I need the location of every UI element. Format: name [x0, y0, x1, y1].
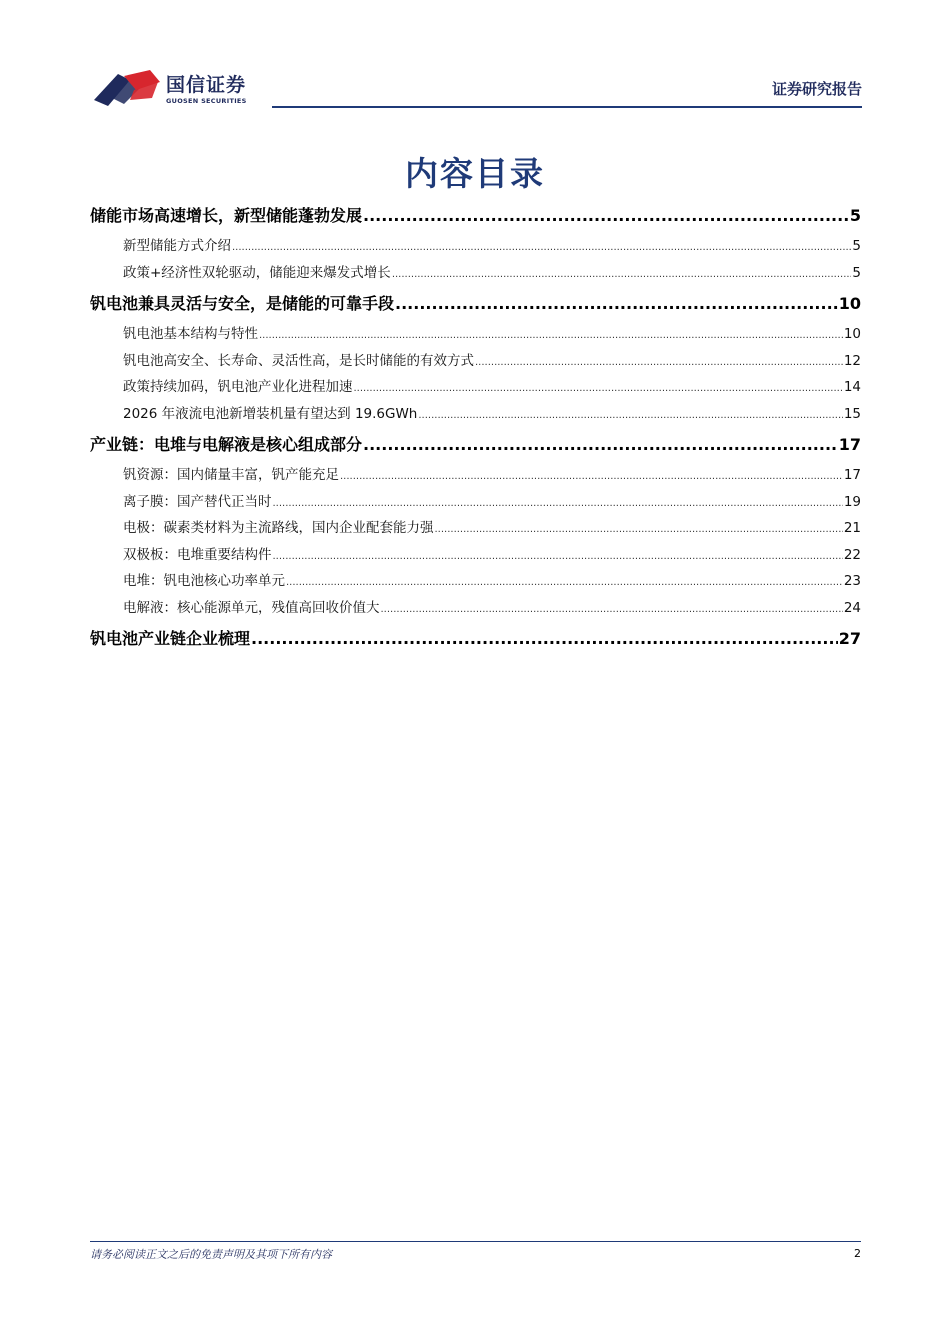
toc-subsection-entry[interactable] [90, 260, 861, 287]
toc-entry-page: 12 [843, 352, 861, 369]
toc-dot-leader [340, 464, 843, 491]
toc-entry-label: 新型储能方式介绍 [123, 238, 231, 254]
toc-entry-label: 电极：碳素类材料为主流路线，国内企业配套能力强 [123, 520, 434, 536]
toc-dot-leader [259, 323, 843, 350]
toc-section-entry[interactable] [90, 286, 861, 321]
toc-entry-page: 22 [843, 546, 861, 563]
toc-entry-label: 双极板：电堆重要结构件 [123, 546, 272, 563]
toc-entry-label: 政策+经济性双轮驱动，储能迎来爆发式增长 [123, 264, 391, 281]
toc-subsection-entry[interactable] [90, 489, 861, 516]
logo-mark-icon [90, 68, 164, 108]
toc-subsection-entry[interactable] [90, 233, 861, 260]
toc-entry-label: 离子膜：国产替代正当时 [123, 493, 272, 510]
toc-dot-leader [475, 350, 843, 377]
company-logo [90, 64, 260, 110]
toc-entry-label: 产业链：电堆与电解液是核心组成部分 [90, 435, 363, 454]
toc-dot-leader [381, 597, 843, 624]
toc-entry-page: 17 [843, 467, 861, 483]
toc-entry-page: 15 [843, 405, 861, 422]
toc-entry-label: 政策持续加码，钒电池产业化进程加速 [123, 379, 353, 395]
header-divider [272, 106, 862, 108]
page-header [90, 64, 862, 110]
toc-entry-label: 钒资源：国内储量丰富，钒产能充足 [123, 467, 339, 483]
report-type-label: 证券研究报告 [771, 80, 862, 98]
footer-divider [90, 1241, 861, 1242]
toc-entry-label: 电堆：钒电池核心功率单元 [123, 573, 285, 589]
toc-dot-leader [363, 198, 849, 233]
toc-subsection-entry[interactable] [90, 321, 861, 348]
toc-dot-leader [363, 427, 838, 462]
toc-dot-leader [251, 621, 838, 656]
toc-dot-leader [354, 376, 843, 403]
page-number: 2 [854, 1247, 861, 1260]
toc-entry-label: 储能市场高速增长，新型储能蓬勃发展 [90, 206, 363, 225]
toc-section-entry[interactable] [90, 427, 861, 462]
toc-dot-leader [286, 570, 843, 597]
toc-subsection-entry[interactable] [90, 568, 861, 595]
toc-subsection-entry[interactable] [90, 462, 861, 489]
footer-disclaimer: 请务必阅读正文之后的免责声明及其项下所有内容 [90, 1248, 332, 1261]
table-of-contents [90, 198, 861, 656]
toc-entry-page: 19 [843, 493, 861, 510]
toc-section-entry[interactable] [90, 621, 861, 656]
toc-subsection-entry[interactable] [90, 374, 861, 401]
toc-entry-page: 17 [838, 435, 861, 454]
toc-entry-page: 5 [852, 238, 861, 254]
logo-text-en: GUOSEN SECURITIES [166, 97, 247, 105]
logo-text-cn: 国信证券 [166, 74, 247, 96]
toc-entry-page: 10 [843, 326, 861, 342]
toc-subsection-entry[interactable] [90, 401, 861, 428]
toc-entry-label: 电解液：核心能源单元，残值高回收价值大 [123, 599, 380, 616]
toc-entry-page: 23 [843, 573, 861, 589]
toc-dot-leader [273, 491, 843, 518]
toc-dot-leader [435, 517, 843, 544]
toc-subsection-entry[interactable] [90, 542, 861, 569]
toc-subsection-entry[interactable] [90, 595, 861, 622]
toc-dot-leader [395, 286, 838, 321]
toc-dot-leader [273, 544, 843, 571]
toc-dot-leader [418, 403, 842, 430]
toc-entry-label: 钒电池兼具灵活与安全，是储能的可靠手段 [90, 294, 395, 313]
toc-subsection-entry[interactable] [90, 515, 861, 542]
page-title: 内容目录 [405, 154, 545, 193]
toc-entry-page: 24 [843, 599, 861, 616]
toc-entry-label: 钒电池产业链企业梳理 [90, 629, 251, 648]
toc-subsection-entry[interactable] [90, 348, 861, 375]
toc-dot-leader [232, 235, 851, 262]
toc-section-entry[interactable] [90, 198, 861, 233]
toc-entry-page: 10 [838, 294, 861, 313]
toc-dot-leader [392, 262, 852, 289]
toc-entry-label: 钒电池基本结构与特性 [123, 326, 258, 342]
toc-entry-label: 2026 年液流电池新增装机量有望达到 19.6GWh [123, 405, 418, 422]
toc-entry-page: 5 [852, 264, 861, 281]
toc-entry-page: 14 [843, 379, 861, 395]
toc-entry-label: 钒电池高安全、长寿命、灵活性高，是长时储能的有效方式 [123, 352, 474, 369]
toc-entry-page: 5 [849, 206, 861, 225]
toc-entry-page: 27 [838, 629, 861, 648]
toc-entry-page: 21 [843, 520, 861, 536]
